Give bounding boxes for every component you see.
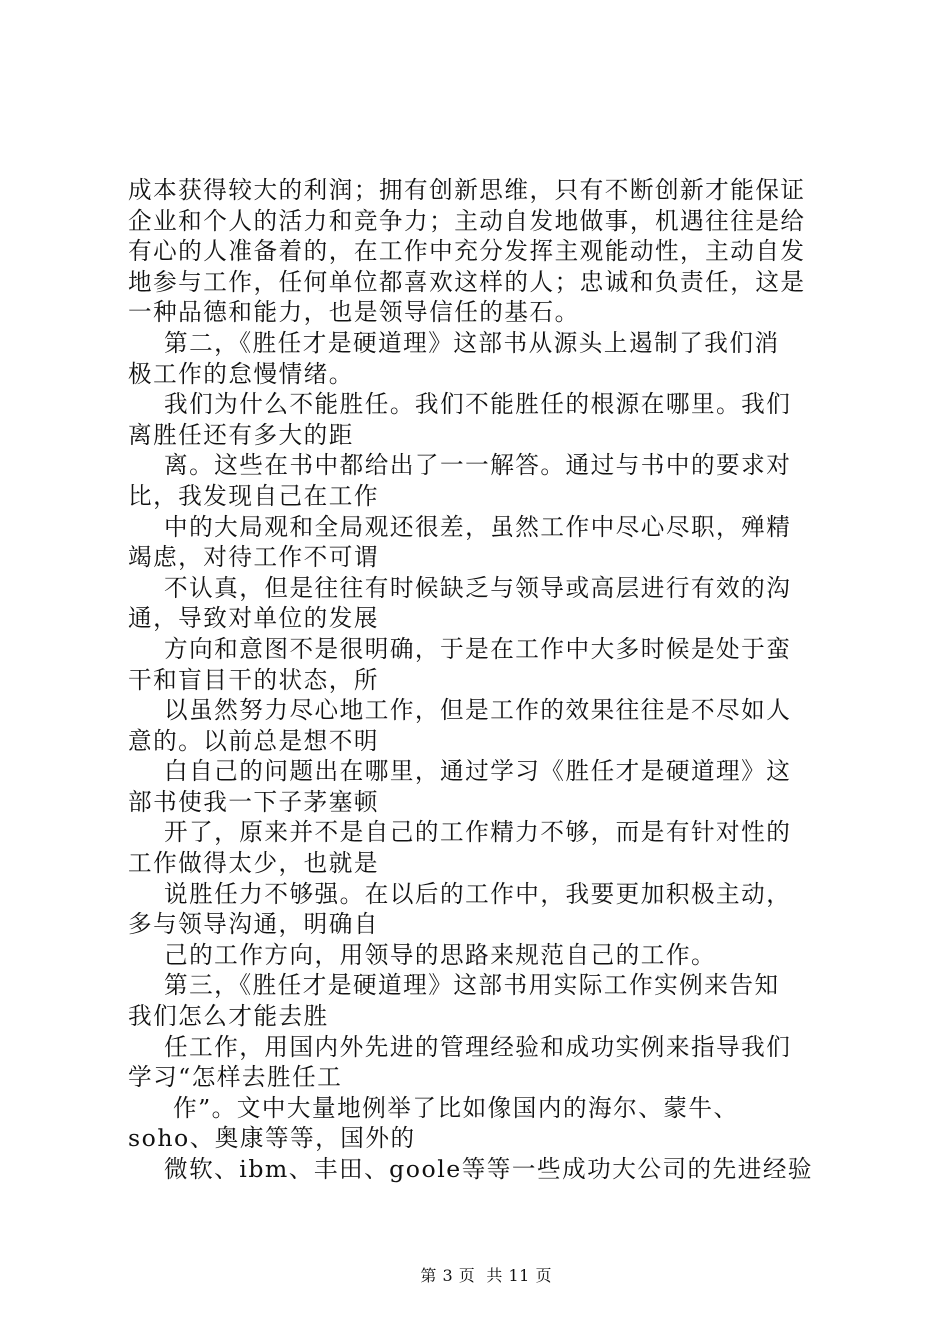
text-line: 微软、ibm、丰田、goole等等一些成功大公司的先进经验 [128, 1155, 814, 1183]
text-line: 比，我发现自己在工作 [128, 481, 379, 510]
text-line: 白自己的问题出在哪里，通过学习《胜任才是硬道理》这 [128, 757, 792, 786]
text-line: 第二，《胜任才是硬道理》这部书从源头上遏制了我们消 [128, 328, 780, 357]
text-line: 极工作的怠慢情绪。 [128, 359, 354, 388]
text-line: 开了，原来并不是自己的工作精力不够，而是有针对性的 [128, 818, 792, 847]
text-line: 方向和意图不是很明确，于是在工作中大多时候是处于蛮 [128, 634, 792, 663]
page-footer [0, 1244, 950, 1305]
text-line: 工作做得太少，也就是 [128, 849, 379, 878]
text-line: 企业和个人的活力和竞争力；主动自发地做事，机遇往往是给 [128, 206, 806, 235]
text-line: 我们怎么才能去胜 [128, 1002, 329, 1031]
text-line: 中的大局观和全局观还很差，虽然工作中尽心尽职，殚精 [128, 512, 792, 541]
page-number-label: 第 3 页 共 11 页 [420, 1266, 552, 1285]
text-line: 己的工作方向，用领导的思路来规范自己的工作。 [128, 940, 717, 969]
text-line: 成本获得较大的利润；拥有创新思维，只有不断创新才能保证 [128, 176, 806, 204]
text-line: 意的。以前总是想不明 [128, 726, 379, 755]
text-line: 有心的人准备着的，在工作中充分发挥主观能动性，主动自发 [128, 237, 806, 266]
text-line: 第三，《胜任才是硬道理》这部书用实际工作实例来告知 [128, 971, 780, 1000]
text-line: 以虽然努力尽心地工作，但是工作的效果往往是不尽如人 [128, 696, 792, 725]
text-line: 不认真，但是往往有时候缺乏与领导或高层进行有效的沟 [128, 573, 792, 602]
text-line: 通，导致对单位的发展 [128, 604, 379, 633]
body-text [128, 175, 828, 1185]
text-line: 我们为什么不能胜任。我们不能胜任的根源在哪里。我们 [128, 390, 792, 419]
text-line: 离。这些在书中都给出了一一解答。通过与书中的要求对 [128, 451, 792, 480]
text-line: 离胜任还有多大的距 [128, 420, 354, 449]
text-line: soho、奥康等等，国外的 [128, 1124, 416, 1153]
text-line: 地参与工作，任何单位都喜欢这样的人；忠诚和负责任，这是 [128, 267, 806, 296]
text-line: 一种品德和能力，也是领导信任的基石。 [128, 298, 580, 327]
text-line: 竭虑，对待工作不可谓 [128, 543, 379, 572]
text-line: 部书使我一下子茅塞顿 [128, 787, 379, 816]
text-line: 任工作，用国内外先进的管理经验和成功实例来指导我们 [128, 1032, 792, 1061]
text-line: 学习“怎样去胜任工 [128, 1063, 343, 1092]
text-line: 干和盲目干的状态，所 [128, 665, 379, 694]
text-line: 作”。文中大量地例举了比如像国内的海尔、蒙牛、 [128, 1093, 739, 1122]
text-line: 说胜任力不够强。在以后的工作中，我要更加积极主动， [128, 879, 792, 908]
text-line: 多与领导沟通，明确自 [128, 910, 379, 939]
